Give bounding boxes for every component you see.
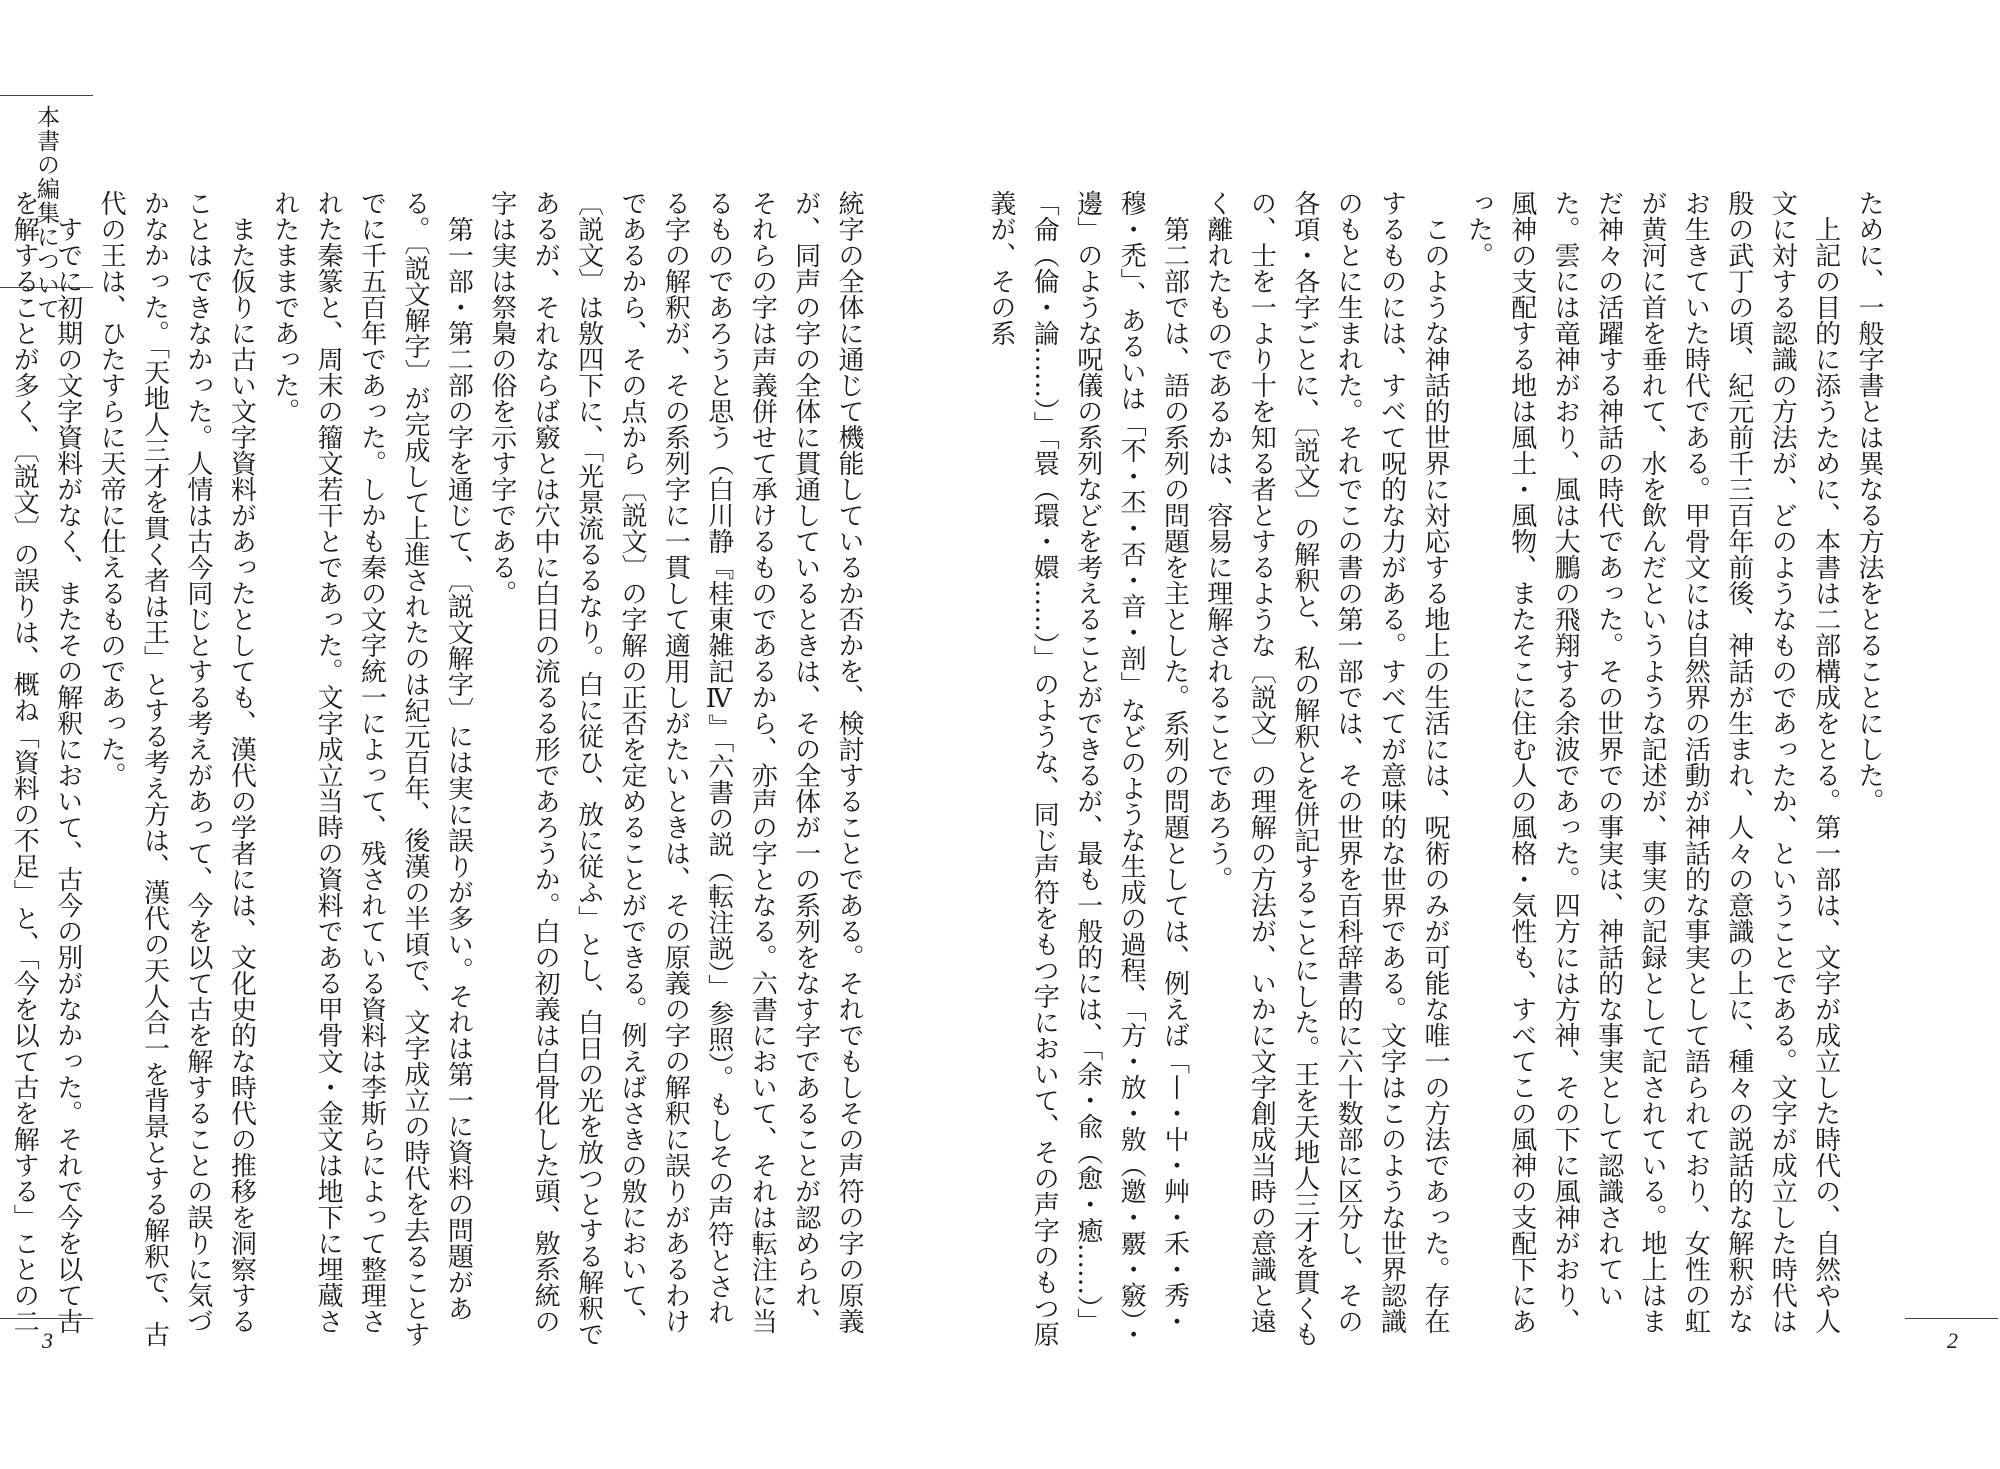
running-head-top-rule [0,95,93,96]
left-paragraph-4: すでに初期の文字資料がなく、またその解釈において、古今の別がなかった。それで今を以て古を解することが多く、〔説文〕の誤りは、概ね「資料の不足」と、「今を以て古を解する」ことの二 [9,190,83,1334]
right-paragraph-4: 第二部では、語の系列の問題を主とした。系列の問題としては、例えば「丨・屮・艸・禾・秀・穆・禿」、あるいは「不・丕・否・音・剖」などのような生成の過程、「方・放・敫（邀・覈・竅）・邊」のような呪儀の系列などを考えることができるが、最も一般的には、「余・兪（愈・癒……）」「侖（倫・論……）」「睘（環・嬛……）」のような、同じ声符をもつ字において、その声字のもつ原義が、その系 [985,190,1190,1347]
folio-right-rule [1905,1318,1998,1319]
page-right [985,0,2000,1469]
folio-left-rule [0,1318,93,1319]
left-paragraph-1: 統字の全体に通じて機能しているか否かを、検討することである。それでもしその声符の字の原義が、同声の字の全体に貫通しているときは、その全体が一の系列をなす字であることが認められ、それらの字は声義併せて承けるものであるから、亦声の字となる。六書において、それは転注に当るものであろうと思う（白川静『桂東雑記Ⅳ』「六書の説（転注説）」参照）。もしその声符とされる字の解釈が、その系列字に一貫して適用しがたいときは、その原義の字の解釈に誤りがあるわけであるから、その点から〔説文〕の字解の正否を定めることができる。例えばさきの敫において、〔説文〕は敫四下に、「光景流るるなり。白に従ひ、放に従ふ」とし、白日の光を放つとする解釈であるが、それならば竅とは穴中に白日の流るる形であろうか。白の初義は白骨化した頭、敫系統の字は実は祭梟の俗を示す字である。 [486,190,864,1347]
folio-left [0,1318,95,1358]
left-paragraph-2: 第一部・第二部の字を通じて、〔説文解字〕には実に誤りが多い。それは第一に資料の問題がある。〔説文解字〕が完成して上進されたのは紀元百年、後漢の半頃で、文字成立の時代を去ることすでに千五百年であった。しかも秦の文字統一によって、残されている資料は李斯らによって整理された秦篆と、周末の籀文若干とであった。文字成立当時の資料である甲骨文・金文は地下に埋蔵されたままであった。 [269,190,474,1347]
right-paragraph-2: 上記の目的に添うために、本書は二部構成をとる。第一部は、文字が成立した時代の、自然や人文に対する認識の方法が、どのようなものであったか、ということである。文字が成立した時代は殷の武丁の頃、紀元前千三百年前後、神話が生まれ、人々の意識の上に、種々の説話的な解釈がなお生きていた時代である。甲骨文には自然界の活動が神話的な事実として語られており、女性の虹が黄河に首を垂れて、水を飲んだというような記述が、事実の記録として記されている。地上はまだ神々の活躍する神話の時代であった。その世界での事実は、神話的な事実として認識されていた。雲には竜神がおり、風は大鵬の飛翔する余波であった。四方には方神、その下に風神がおり、風神の支配する地は風土・風物、またそこに住む人の風格・気性も、すべてこの風神の支配下にあった。 [1463,190,1841,1334]
running-head-title: 本書の編集について [33,105,59,321]
right-paragraph-1: ために、一般字書とは異なる方法をとることにした。 [1854,190,1884,814]
left-paragraph-3: また仮りに古い文字資料があったとしても、漢代の学者には、文化史的な時代の推移を洞察することはできなかった。人情は古今同じとする考えがあって、今を以て古を解することの誤りに気づかなかった。「天地人三才を貫く者は王」とする考え方は、漢代の天人合一を背景とする解釈で、古代の王は、ひたすらに天帝に仕えるものであった。 [96,190,257,1347]
folio-right [1905,1318,2000,1358]
page-number-left: 3 [42,1328,53,1353]
right-paragraph-3: このような神話的世界に対応する地上の生活には、呪術のみが可能な唯一の方法であった。存在するものには、すべて呪的な力がある。すべてが意味的な世界である。文字はこのような世界認識のもとに生まれた。それでこの書の第一部では、その世界を百科辞書的に六十数部に区分し、その各項・各字ごとに、〔説文〕の解釈と、私の解釈とを併記することにした。王を天地人三才を貫くもの、士を一より十を知る者とするような〔説文〕の理解の方法が、いかに文字創成当時の意識と遠く離れたものであるかは、容易に理解されることであろう。 [1202,190,1450,1347]
right-page-body [985,190,1890,1350]
page-number-right: 2 [1947,1328,1958,1353]
